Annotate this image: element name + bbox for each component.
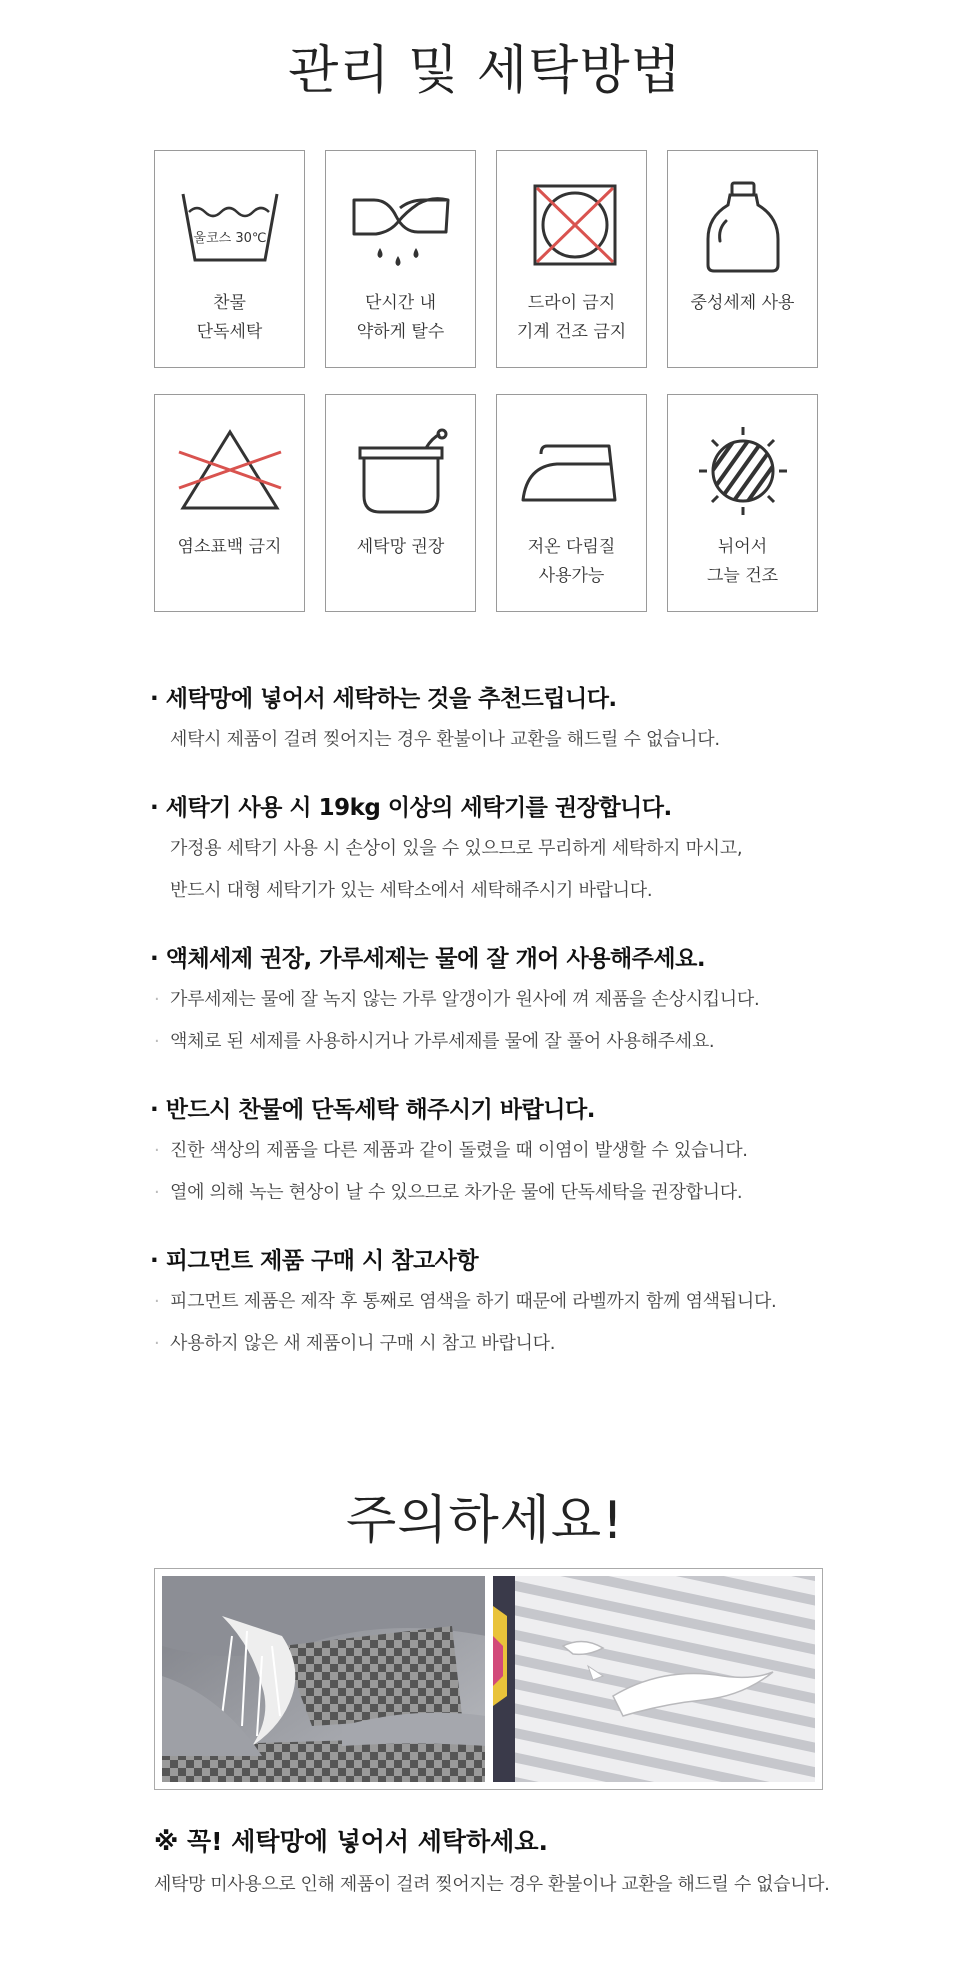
label-line: 염소표백 금지 [177,537,282,557]
warning-title: ※ 꼭! 세탁망에 넣어서 세탁하세요. [154,1827,548,1856]
care-card-wash [154,150,305,368]
note-washer-size [150,789,870,912]
care-card-label [357,289,445,347]
note-pigment [150,1242,870,1365]
note-line: 세탁시 제품이 걸려 찢어지는 경우 환불이나 교환을 해드릴 수 없습니다. [170,729,720,750]
caution-section-title: 주의하세요! [345,1491,624,1551]
label-line: 중성세제 사용 [690,293,795,313]
note-title: · 액체세제 권장, 가루세제는 물에 잘 개어 사용해주세요. [150,946,706,972]
wash-tub-text: 울코스 30℃ [193,231,266,246]
iron-icon [517,421,627,521]
no-tumble-dry-icon [517,177,627,277]
care-card-detergent [667,150,818,368]
care-card-no-dry [496,150,647,368]
warning-text: 세탁망 미사용으로 인해 제품이 걸려 찢어지는 경우 환불이나 교환을 해드릴 수 없습니다. [154,1874,830,1895]
care-card-label [178,533,282,562]
label-line: 뉘어서 [717,537,768,557]
note-line: 반드시 대형 세탁기가 있는 세탁소에서 세탁해주시기 바랍니다. [170,880,653,901]
care-section-title: 관리 및 세탁방법 [288,41,682,101]
label-line: 약하게 탈수 [356,322,445,342]
note-line: · 액체로 된 세제를 사용하시거나 가루세제를 물에 잘 풀어 사용해주세요. [150,1021,870,1063]
label-line: 사용가능 [538,566,605,586]
note-title: · 피그먼트 제품 구매 시 참고사항 [150,1248,479,1274]
care-card-iron [496,394,647,612]
laundry-net-icon [346,421,456,521]
label-line: 드라이 금지 [527,293,616,313]
label-line: 세탁망 권장 [356,537,445,557]
care-card-spin [325,150,476,368]
note-title: · 세탁기 사용 시 19kg 이상의 세탁기를 권장합니다. [150,795,672,821]
note-cold-water [150,1091,870,1214]
note-line: · 가루세제는 물에 잘 녹지 않는 가루 알갱이가 원사에 껴 제품을 손상시킵니다. [150,979,870,1021]
note-detergent [150,940,870,1063]
care-notes [150,680,870,1393]
care-card-no-bleach [154,394,305,612]
damage-photo-box [154,1568,823,1790]
note-laundry-net [150,680,870,761]
care-card-shade-dry [667,394,818,612]
label-line: 기계 건조 금지 [516,322,627,342]
care-icon-grid [154,150,824,638]
label-line: 찬물 [213,293,246,313]
care-card-label [707,533,778,591]
torn-gray-blanket-photo [162,1576,485,1782]
note-line: · 열에 의해 녹는 현상이 날 수 있으므로 차가운 물에 단독세탁을 권장합니다. [150,1172,870,1214]
shade-dry-icon [688,421,798,521]
label-line: 저온 다림질 [527,537,616,557]
note-title: · 세탁망에 넣어서 세탁하는 것을 추천드립니다. [150,686,617,712]
care-card-label [197,289,263,347]
label-line: 그늘 건조 [706,566,779,586]
label-line: 단독세탁 [196,322,263,342]
care-card-net [325,394,476,612]
label-line: 단시간 내 [364,293,437,313]
note-line: 가정용 세탁기 사용 시 손상이 있을 수 있으므로 무리하게 세탁하지 마시고, [170,838,743,859]
care-card-label [528,533,616,591]
wash-tub-icon [175,177,285,277]
note-line: · 진한 색상의 제품을 다른 제품과 같이 돌렸을 때 이염이 발생할 수 있습니다. [150,1130,870,1172]
note-line: · 피그먼트 제품은 제작 후 통째로 염색을 하기 때문에 라벨까지 함께 염색됩니다. [150,1281,870,1323]
care-card-label [691,289,795,318]
note-title: · 반드시 찬물에 단독세탁 해주시기 바랍니다. [150,1097,595,1123]
detergent-bottle-icon [688,177,798,277]
care-card-label [517,289,626,347]
care-row-2 [154,394,824,612]
note-line: · 사용하지 않은 새 제품이니 구매 시 참고 바랍니다. [150,1323,870,1365]
wring-icon [346,177,456,277]
care-row-1 [154,150,824,368]
no-bleach-icon [175,421,285,521]
care-card-label [357,533,445,562]
torn-striped-pillow-photo [493,1576,816,1782]
